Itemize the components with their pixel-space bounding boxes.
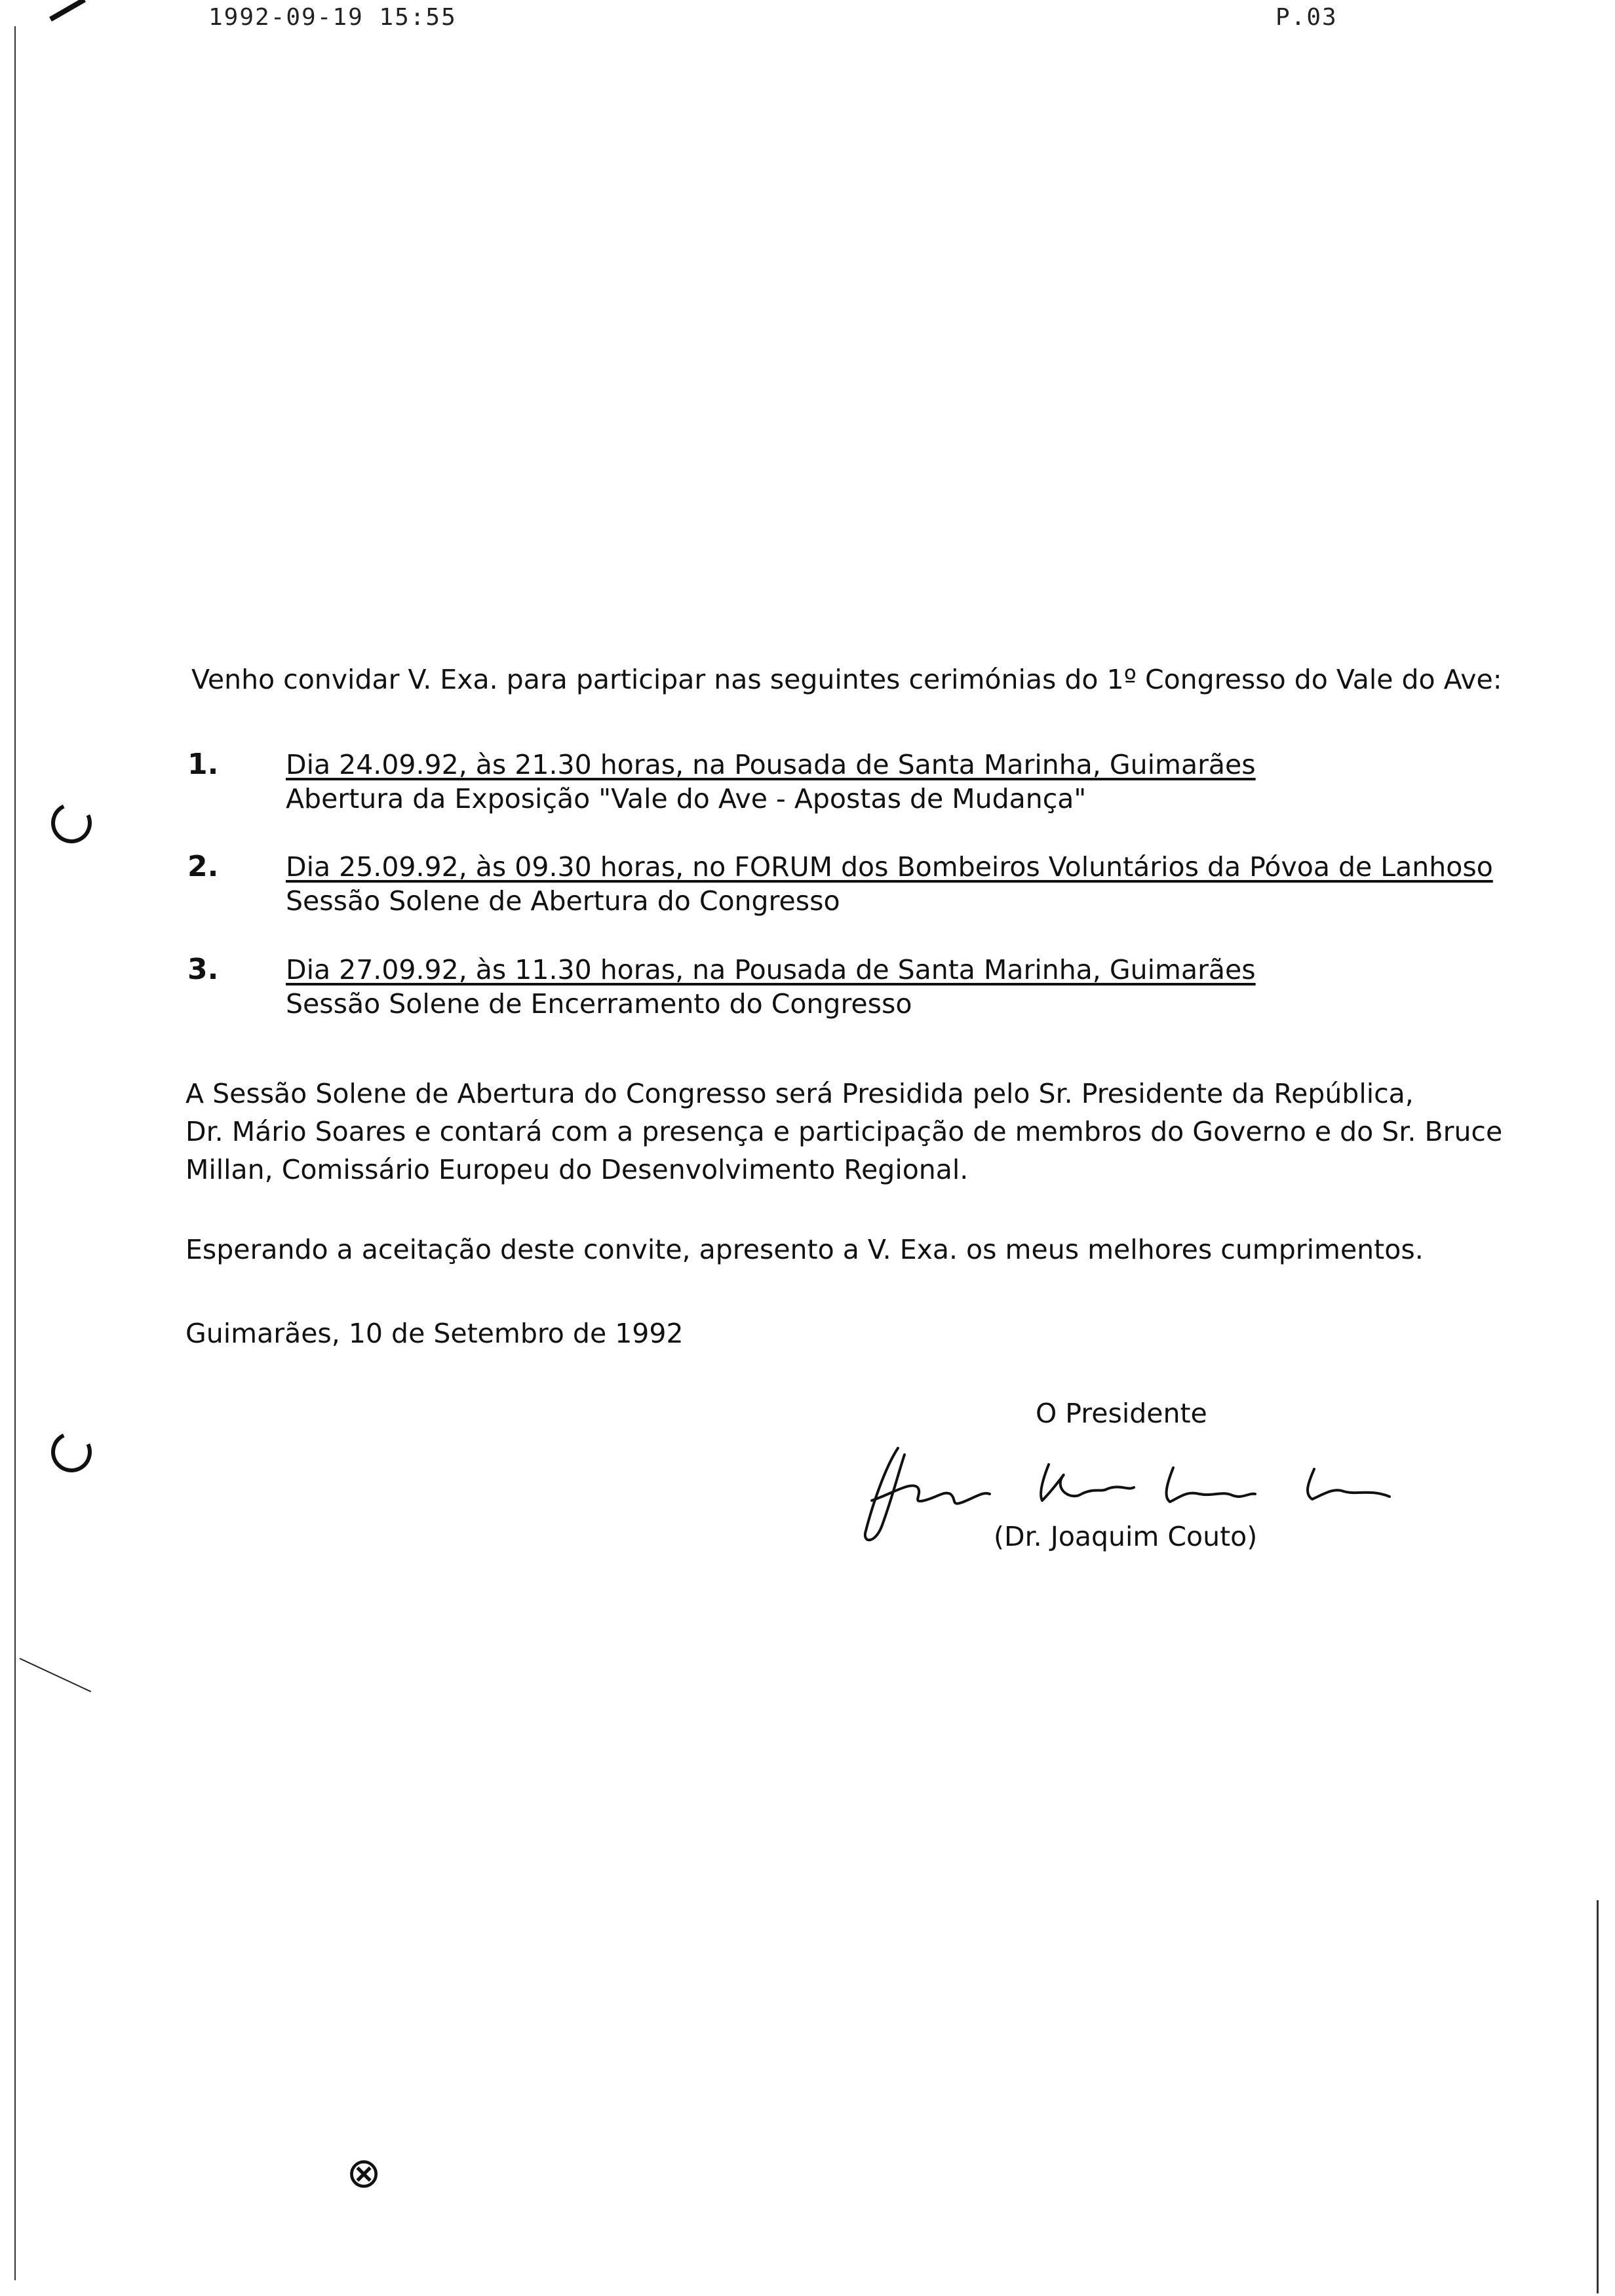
fax-datetime: 1992-09-19 15:55 [208, 4, 457, 31]
scan-edge-line-right [1597, 1900, 1599, 2293]
item-schedule: Dia 27.09.92, às 11.30 horas, na Pousada de Santa Marinha, Guimarães [286, 954, 1256, 985]
punch-hole-mark [45, 1426, 97, 1478]
item-description: Sessão Solene de Abertura do Congresso [286, 885, 840, 917]
place-date: Guimarães, 10 de Setembro de 1992 [185, 1318, 684, 1349]
punch-hole-mark [45, 797, 97, 849]
session-paragraph [185, 1075, 1503, 1189]
letter-intro: Venho convidar V. Exa. para participar nas seguintes cerimónias do 1º Congresso do Vale do Ave: [191, 664, 1502, 695]
corner-mark [39, 0, 86, 22]
item-description: Sessão Solene de Encerramento do Congresso [286, 988, 912, 1020]
paragraph-line: Millan, Comissário Europeu do Desenvolvimento Regional. [185, 1154, 969, 1185]
paragraph-line: A Sessão Solene de Abertura do Congresso será Presidida pelo Sr. Presidente da República, [185, 1078, 1414, 1109]
item-number: 1. [187, 748, 219, 781]
fax-page-number: P.03 [1275, 4, 1338, 31]
item-schedule: Dia 25.09.92, às 09.30 horas, no FORUM dos Bombeiros Voluntários da Póvoa de Lanhoso [286, 851, 1493, 883]
item-number: 2. [187, 850, 219, 883]
item-description: Abertura da Exposição "Vale do Ave - Apostas de Mudança" [286, 783, 1087, 814]
scan-edge-line [14, 26, 16, 2280]
signatory-title: O Presidente [1036, 1398, 1207, 1429]
item-number: 3. [187, 953, 219, 986]
closing-line: Esperando a aceitação deste convite, apresento a V. Exa. os meus melhores cumprimentos. [185, 1234, 1424, 1265]
paragraph-line: Dr. Mário Soares e contará com a presença e participação de membros do Governo e do Sr. Bruce [185, 1116, 1503, 1147]
scan-artifact-mark [20, 1658, 92, 1693]
circled-cross-icon: ⊗ [346, 2149, 381, 2198]
signatory-name: (Dr. Joaquim Couto) [994, 1521, 1258, 1552]
item-schedule: Dia 24.09.92, às 21.30 horas, na Pousada de Santa Marinha, Guimarães [286, 749, 1256, 780]
